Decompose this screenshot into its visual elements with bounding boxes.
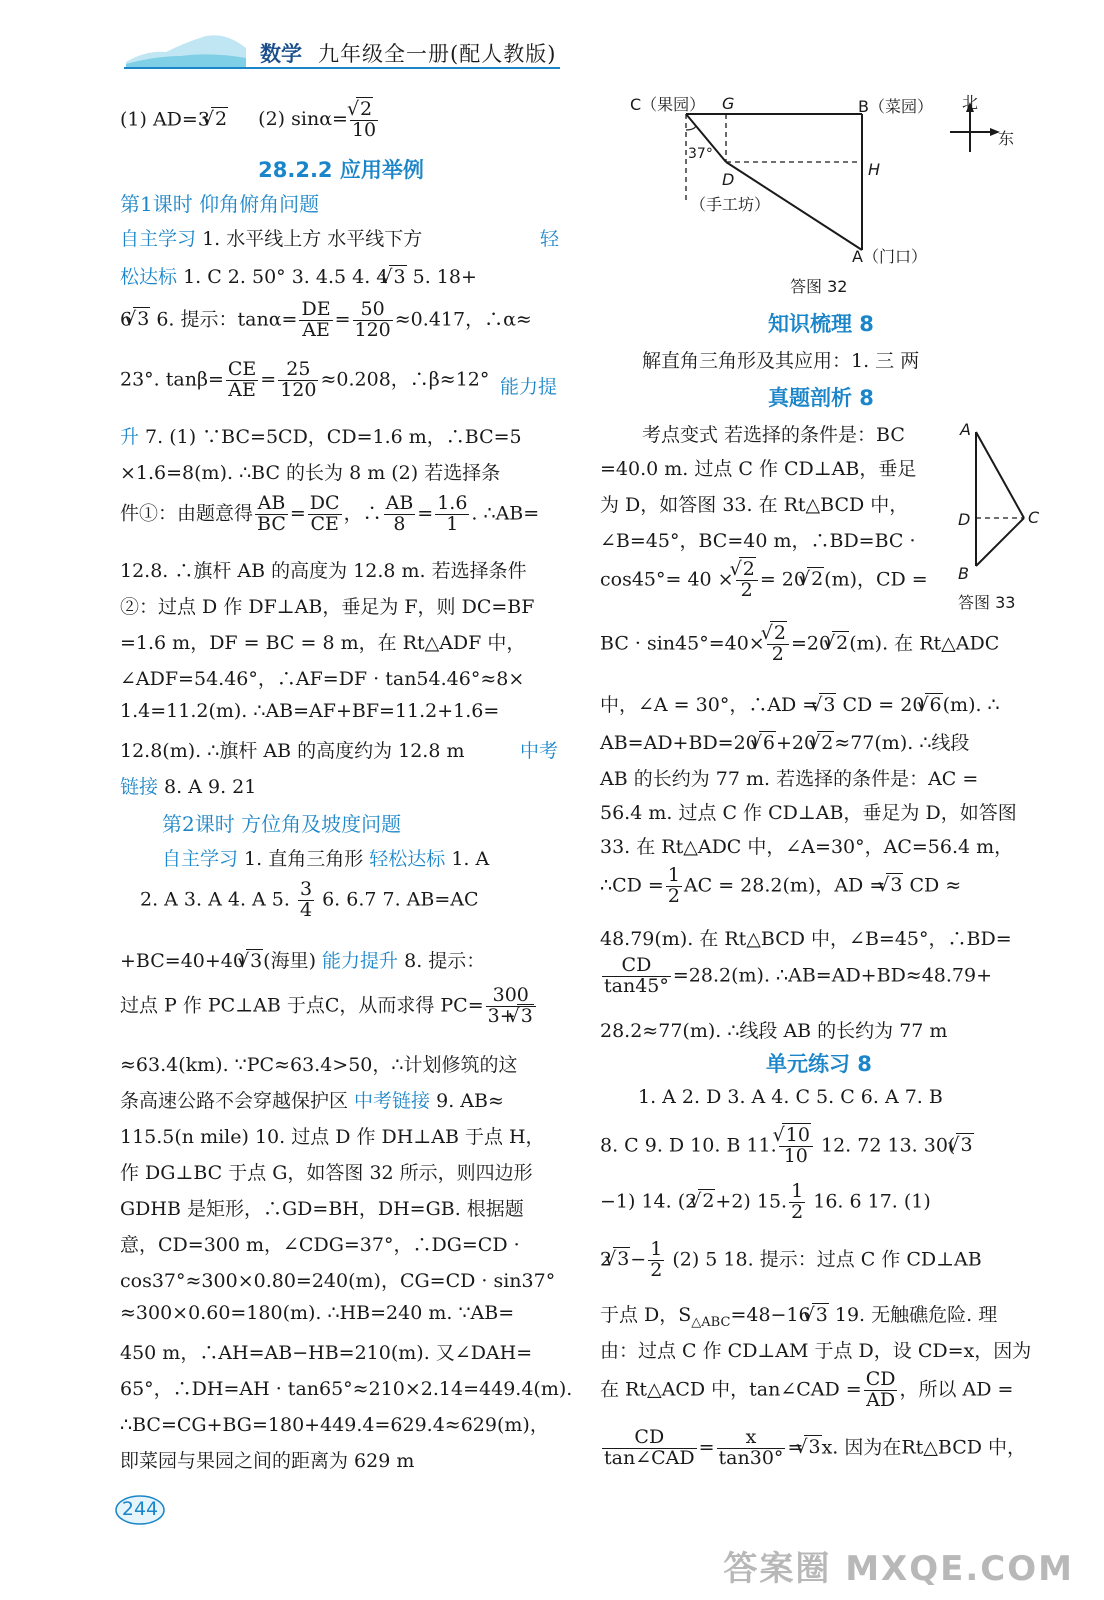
answer-line: −1) 14. (2√ 2+2) 15. $\frac{1}{2}$ 16. 6 17. (1) — [600, 1182, 931, 1223]
section-title: 知识梳理 8 — [768, 312, 874, 336]
answer-line: cos37°≈300×0.80=240(m)，CG=CD · sin37° — [120, 1270, 556, 1292]
answer-line: 件①：由题意得 $\frac{AB}{BC}$ = $\frac{DC}{CE}$ ，∴ $\frac{AB}{8}$ = $\frac{1.6}{1}$ . ∴AB= — [120, 492, 540, 535]
label-C: C — [1028, 508, 1040, 527]
answer-line: ≈300×0.60=180(m). ∴HB=240 m. ∵AB= — [120, 1302, 515, 1324]
page-number: 244 — [114, 1494, 166, 1526]
figure-32 — [630, 90, 1050, 296]
answer-line: 48.79(m). 在 Rt△BCD 中，∠B=45°，∴BD= — [600, 928, 1012, 950]
label-B: B — [958, 564, 969, 583]
header-rule — [124, 67, 560, 69]
answer-line: 即菜园与果园之间的距离为 629 m — [120, 1450, 415, 1472]
east-label: 东 — [998, 129, 1015, 148]
answer-line: 12.8(m). ∴旗杆 AB 的高度约为 12.8 m 中考 — [120, 740, 559, 762]
wave-decoration-icon — [126, 22, 246, 68]
answer-line: 自主学习 1. 直角三角形 轻松达标 1. A — [162, 848, 490, 870]
answer-line: 过点 P 作 PC⊥AB 于点C，从而求得 PC= $\frac{300}{3+√ 3}$ — [120, 986, 538, 1027]
answer-line: ≈63.4(km). ∵PC≈63.4>50，∴计划修筑的这 — [120, 1054, 518, 1076]
answer-line: ∴CD = $\frac{1}{2}$ AC = 28.2(m)，AD =√ 3 CD ≈ — [600, 866, 961, 907]
answer-line: 条高速公路不会穿越保护区 中考链接 9. AB≈ — [120, 1090, 504, 1112]
answer-line: ∠ADF=54.46°，∴AF=DF · tan54.46°≈8× — [120, 668, 525, 690]
north-label: 北 — [962, 93, 979, 112]
answer-line: 56.4 m. 过点 C 作 CD⊥AB，垂足为 D，如答图 — [600, 802, 1017, 824]
answer-line: 链接 8. A 9. 21 — [120, 776, 257, 798]
answer-line: ×1.6=8(m). ∴BC 的长为 8 m (2) 若选择条 — [120, 462, 501, 484]
angle-label: 37° — [688, 146, 713, 162]
answer-line: ∴BC=CG+BG=180+449.4=629.4≈629(m)， — [120, 1414, 549, 1436]
section-title: 28.2.2 应用举例 — [258, 158, 424, 182]
answer-line: BC · sin45°=40× √ $\frac{2}{2}$ =20√ 2(m). 在 Rt△ADC — [600, 624, 999, 665]
header-grade: 九年级全一册(配人教版) — [318, 42, 557, 66]
figure-33-drawing — [954, 418, 1054, 588]
lesson-title: 第1课时 仰角俯角问题 — [120, 192, 320, 216]
answer-line: 33. 在 Rt△ADC 中，∠A=30°，AC=56.4 m， — [600, 836, 1014, 858]
answer-line: 中，∠A = 30°，∴AD =√ 3 CD = 20√ 6(m). ∴ — [600, 690, 1000, 717]
section-title: 真题剖析 8 — [768, 386, 874, 410]
answer-line: =1.6 m，DF = BC = 8 m，在 Rt△ADF 中， — [120, 632, 526, 654]
label-A: A（门口） — [852, 247, 927, 266]
label-D-workshop: （手工坊） — [690, 195, 771, 214]
answer-line: 6√ 3 6. 提示：tanα= $\frac{DE}{AE}$ = $\frac{50}{120}$ ≈0.417，∴α≈ — [120, 300, 532, 341]
answer-line: $\frac{CD}{\text{tan∠CAD}}$ = $\frac{x}{\tan 30^\circ}$ =√ 3x. 因为在Rt△BCD 中， — [600, 1428, 1026, 1469]
answer-line: 1. A 2. D 3. A 4. C 5. C 6. A 7. B — [638, 1086, 943, 1108]
answer-line: 由：过点 C 作 CD⊥AM 于点 D，设 CD=x，因为 — [600, 1340, 1032, 1362]
label-B: B（菜园） — [858, 97, 933, 116]
answer-line: AB=AD+BD=20√ 6+20√ 2≈77(m). ∴线段 — [600, 728, 969, 755]
answer-line: 自主学习 1. 水平线上方 水平线下方 轻 — [120, 228, 560, 250]
label-C: C（果园） — [630, 95, 706, 114]
answer-line: 8. C 9. D 10. B 11. √ $\frac{10}{10}$ 12. 72 13. 30(√ 3 — [600, 1126, 974, 1167]
watermark: 答案圈 MXQE.COM — [723, 1549, 1074, 1589]
answer-line: (1) AD=3√ 2 (2) sinα= √ $\frac{2}{10}$ — [120, 100, 380, 141]
answer-line: cos45°= 40 × √ $\frac{2}{2}$ = 20√ 2(m)，CD = — [600, 560, 928, 601]
answer-line: 升 7. (1) ∵BC=5CD，CD=1.6 m，∴BC=5 — [120, 426, 522, 448]
answer-line: 12.8. ∴旗杆 AB 的高度为 12.8 m. 若选择条件 — [120, 560, 527, 582]
answer-line: 松达标 1. C 2. 50° 3. 4.5 4. 4√ 3 5. 18+ — [120, 262, 477, 289]
page-header — [0, 0, 1104, 80]
figure-32-caption: 答图 32 — [790, 277, 848, 296]
figure-33-caption: 答图 33 — [958, 593, 1016, 612]
answer-line: GDHB 是矩形，∴GD=BH，DH=GB. 根据题 — [120, 1198, 524, 1220]
label-A: A — [960, 420, 971, 439]
label-G: G — [722, 94, 735, 113]
answer-line: 2√ 3− $\frac{1}{2}$ (2) 5 18. 提示：过点 C 作 CD⊥AB — [600, 1240, 982, 1281]
answer-line: 意，CD=300 m，∠CDG=37°，∴DG=CD · — [120, 1234, 520, 1256]
answer-line: 为 D，如答图 33. 在 Rt△BCD 中， — [600, 494, 909, 516]
figure-33 — [954, 418, 1054, 618]
answer-line: $\frac{CD}{\tan 45^\circ}$ =28.2(m). ∴AB=AD+BD≈48.79+ — [604, 954, 993, 997]
answer-line: 115.5(n mile) 10. 过点 D 作 DH⊥AB 于点 H， — [120, 1126, 545, 1148]
label-D: D — [958, 510, 971, 529]
answer-line: 在 Rt△ACD 中，tan∠CAD = $\frac{CD}{AD}$ ，所以 AD = — [600, 1368, 1014, 1411]
label-H: H — [868, 160, 881, 179]
answer-line: 1.4=11.2(m). ∴AB=AF+BF=11.2+1.6= — [120, 700, 500, 722]
answer-line: 考点变式 若选择的条件是：BC — [642, 424, 905, 446]
answer-line: 作 DG⊥BC 于点 G，如答图 32 所示，则四边形 — [120, 1162, 533, 1184]
label-D: D — [722, 170, 735, 189]
answer-line: 于点 D，$S_{\triangle ABC}=48-16√$ 3 19. 无触礁危险. 理 — [600, 1300, 997, 1330]
header-subject: 数学 — [260, 41, 302, 66]
figure-32-drawing — [630, 90, 1050, 290]
answer-line: ②：过点 D 作 DF⊥AB，垂足为 F，则 DC=BF — [120, 596, 535, 618]
answer-line: 23°. tanβ= $\frac{CE}{AE}$ = $\frac{25}{120}$ ≈0.208，∴β≈12° 能力提 — [120, 358, 558, 401]
answer-line: +BC=40+40√ 3(海里) 能力提升 8. 提示： — [120, 946, 485, 973]
lesson-title: 第2课时 方位角及坡度问题 — [162, 812, 402, 836]
answer-line: 2. A 3. A 4. A 5. $\frac{3}{4}$ 6. 6.7 7. AB=AC — [140, 878, 479, 921]
answer-line: ∠B=45°，BC=40 m，∴BD=BC · — [600, 530, 916, 552]
answer-line: 28.2≈77(m). ∴线段 AB 的长约为 77 m — [600, 1020, 948, 1042]
answer-line: 65°，∴DH=AH · tan65°≈210×2.14=449.4(m). — [120, 1378, 573, 1400]
answer-line: 解直角三角形及其应用：1. 三 两 — [642, 350, 920, 372]
answer-line: =40.0 m. 过点 C 作 CD⊥AB，垂足 — [600, 458, 917, 480]
answer-line: 450 m，∴AH=AB−HB=210(m). 又∠DAH= — [120, 1342, 533, 1364]
answer-line: AB 的长约为 77 m. 若选择的条件是：AC = — [600, 768, 979, 790]
section-title: 单元练习 8 — [766, 1052, 872, 1076]
